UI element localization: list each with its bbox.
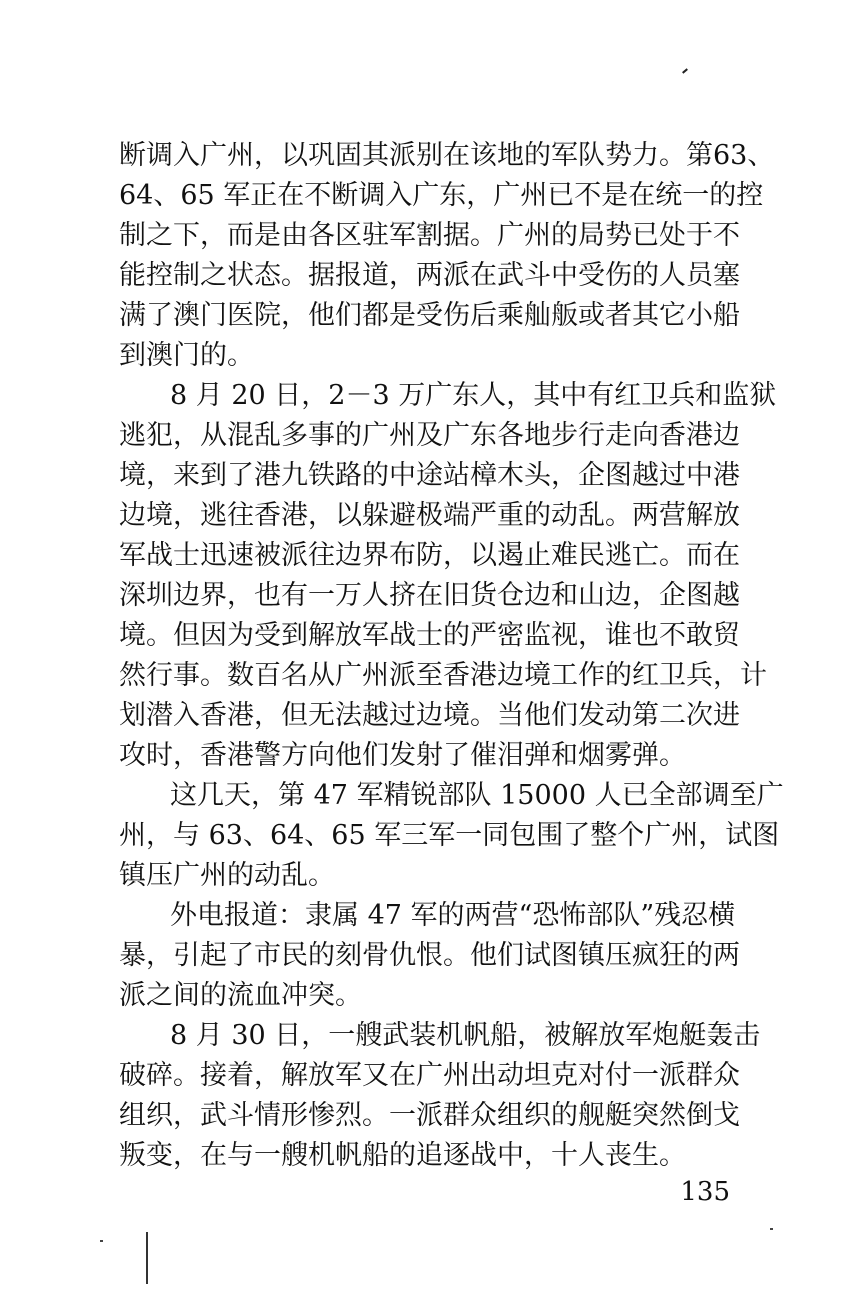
text-line: 到澳门的。 [119, 340, 254, 371]
scan-speck [682, 68, 688, 73]
text-line: 断调入广州，以巩固其派别在该地的军队势力。第63、 [119, 140, 775, 171]
text-line: 境。但因为受到解放军战士的严密监视，谁也不敢贸 [119, 620, 740, 651]
text-line: 叛变，在与一艘机帆船的追逐战中，十人丧生。 [119, 1140, 686, 1171]
scan-line [146, 1232, 148, 1284]
text-line: 满了澳门医院，他们都是受伤后乘舢舨或者其它小船 [119, 300, 740, 331]
paragraph-first-line: 外电报道：隶属 47 军的两营“恐怖部队”残忍横 [170, 900, 736, 931]
text-line: 镇压广州的动乱。 [119, 860, 335, 891]
paragraph-first-line: 这几天，第 47 军精锐部队 15000 人已全部调至广 [170, 780, 784, 811]
paragraph-first-line: 8 月 30 日，一艘武装机帆船，被解放军炮艇轰击 [170, 1020, 761, 1051]
page-number: 135 [680, 1177, 730, 1207]
text-line: 州，与 63、64、65 军三军一同包围了整个广州，试图 [119, 820, 780, 851]
text-line: 逃犯，从混乱多事的广州及广东各地步行走向香港边 [119, 420, 740, 451]
text-line: 军战士迅速被派往边界布防，以遏止难民逃亡。而在 [119, 540, 740, 571]
text-line: 破碎。接着，解放军又在广州出动坦克对付一派群众 [119, 1060, 740, 1091]
text-line: 划潜入香港，但无法越过边境。当他们发动第二次进 [119, 700, 740, 731]
text-line: 境，来到了港九铁路的中途站樟木头，企图越过中港 [119, 460, 740, 491]
scan-speck [770, 1228, 773, 1230]
text-line: 制之下，而是由各区驻军割据。广州的局势已处于不 [119, 220, 740, 251]
paragraph-first-line: 8 月 20 日，2－3 万广东人，其中有红卫兵和监狱 [170, 380, 777, 411]
text-line: 能控制之状态。据报道，两派在武斗中受伤的人员塞 [119, 260, 740, 291]
text-line: 64、65 军正在不断调入广东，广州已不是在统一的控 [119, 180, 764, 211]
text-line: 派之间的流血冲突。 [119, 980, 362, 1011]
scan-speck [100, 1240, 103, 1242]
text-line: 组织，武斗情形惨烈。一派群众组织的舰艇突然倒戈 [119, 1100, 740, 1131]
text-line: 边境，逃往香港，以躲避极端严重的动乱。两营解放 [119, 500, 740, 531]
text-line: 然行事。数百名从广州派至香港边境工作的红卫兵，计 [119, 660, 767, 691]
text-line: 攻时，香港警方向他们发射了催泪弹和烟雾弹。 [119, 740, 686, 771]
text-line: 深圳边界，也有一万人挤在旧货仓边和山边，企图越 [119, 580, 740, 611]
text-line: 暴，引起了市民的刻骨仇恨。他们试图镇压疯狂的两 [119, 940, 740, 971]
